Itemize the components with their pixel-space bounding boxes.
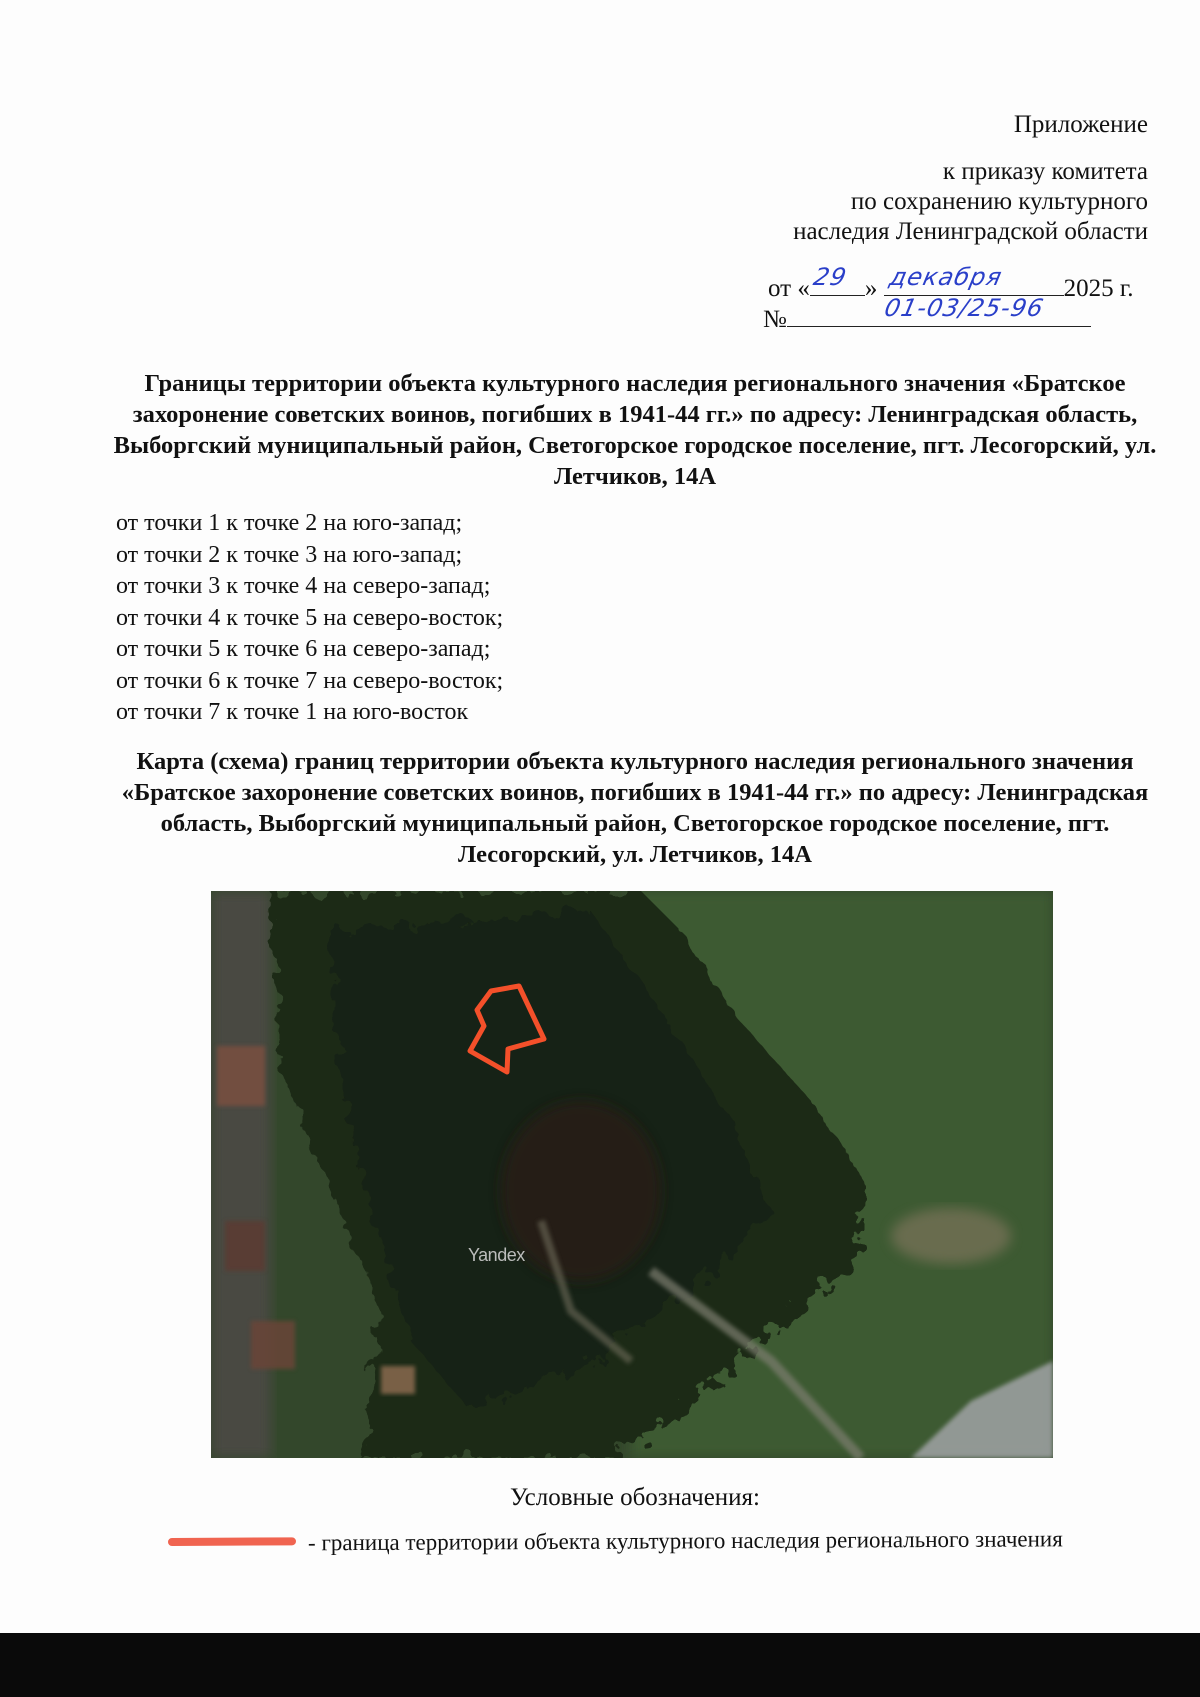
shadowed-clearing <box>501 1101 661 1281</box>
yandex-watermark: Yandex <box>468 1245 525 1265</box>
handwritten-day: 29 <box>810 263 850 291</box>
direction-item: от точки 3 к точке 4 на северо-запад; <box>116 573 491 599</box>
direction-item: от точки 4 к точке 5 на северо-восток; <box>116 604 504 631</box>
satellite-map <box>211 891 1053 1458</box>
month-field <box>884 263 1064 296</box>
date-suffix: 2025 г. <box>1063 275 1134 302</box>
order-number <box>763 294 1091 334</box>
date-prefix: от « <box>768 275 810 302</box>
house-roof <box>381 1366 415 1394</box>
territory-boundaries-title: Границы территории объекта культурного наследия регионального значения «Братское захоронение советских воинов, погибших в 1941-44 гг.» по адресу: Ленинградская область, Выборгский муниципальный район, Светогорское городское поселение, пгт. Лесогорский, ул. Летчиков, 14А <box>113 370 1157 490</box>
direction-item: от точки 2 к точке 3 на юго-запад; <box>116 541 463 568</box>
house-roof <box>251 1321 295 1369</box>
appendix-header <box>793 110 1148 247</box>
house-roof <box>217 1046 265 1106</box>
direction-item: от точки 1 к точке 2 на юго-запад; <box>116 510 463 536</box>
map-scheme-title: Карта (схема) границ территории объекта культурного наследия регионального значения «Братское захоронение советских воинов, погибших в 1941-44 гг.» по адресу: Ленинградская область, Выборгский муниципальный район, Светогорское городское поселение, пгт. Лесогорский, ул. Летчиков, 14А <box>121 748 1149 868</box>
direction-item: от точки 5 к точке 6 на северо-запад; <box>116 636 491 662</box>
satellite-imagery <box>211 891 1053 1458</box>
handwritten-number: 01-03/25-96 <box>881 294 1047 322</box>
legend-item <box>168 1526 1063 1557</box>
residential-strip <box>211 891 271 1458</box>
house-roof <box>225 1221 265 1271</box>
number-field <box>787 294 1091 327</box>
order-line: наследия Ленинградской области <box>793 218 1148 245</box>
order-line: к приказу комитета <box>942 158 1148 185</box>
direction-item: от точки 7 к точке 1 на юго-восток <box>116 699 469 725</box>
date-mid: » <box>864 275 878 302</box>
direction-item: от точки 6 к точке 7 на северо-восток; <box>116 667 504 694</box>
day-field <box>810 263 865 296</box>
number-label: № <box>763 306 787 333</box>
order-line: по сохранению культурного <box>850 188 1148 215</box>
appendix-title: Приложение <box>1013 111 1148 138</box>
bare-ground <box>891 1208 1011 1264</box>
boundary-directions-list <box>116 508 503 729</box>
legend-title: Условные обозначения: <box>509 1484 761 1511</box>
handwritten-month: декабря <box>886 263 1005 291</box>
boundary-legend-swatch <box>168 1537 296 1546</box>
legend-item-label: - граница территории объекта культурного наследия регионального значения <box>307 1526 1063 1556</box>
